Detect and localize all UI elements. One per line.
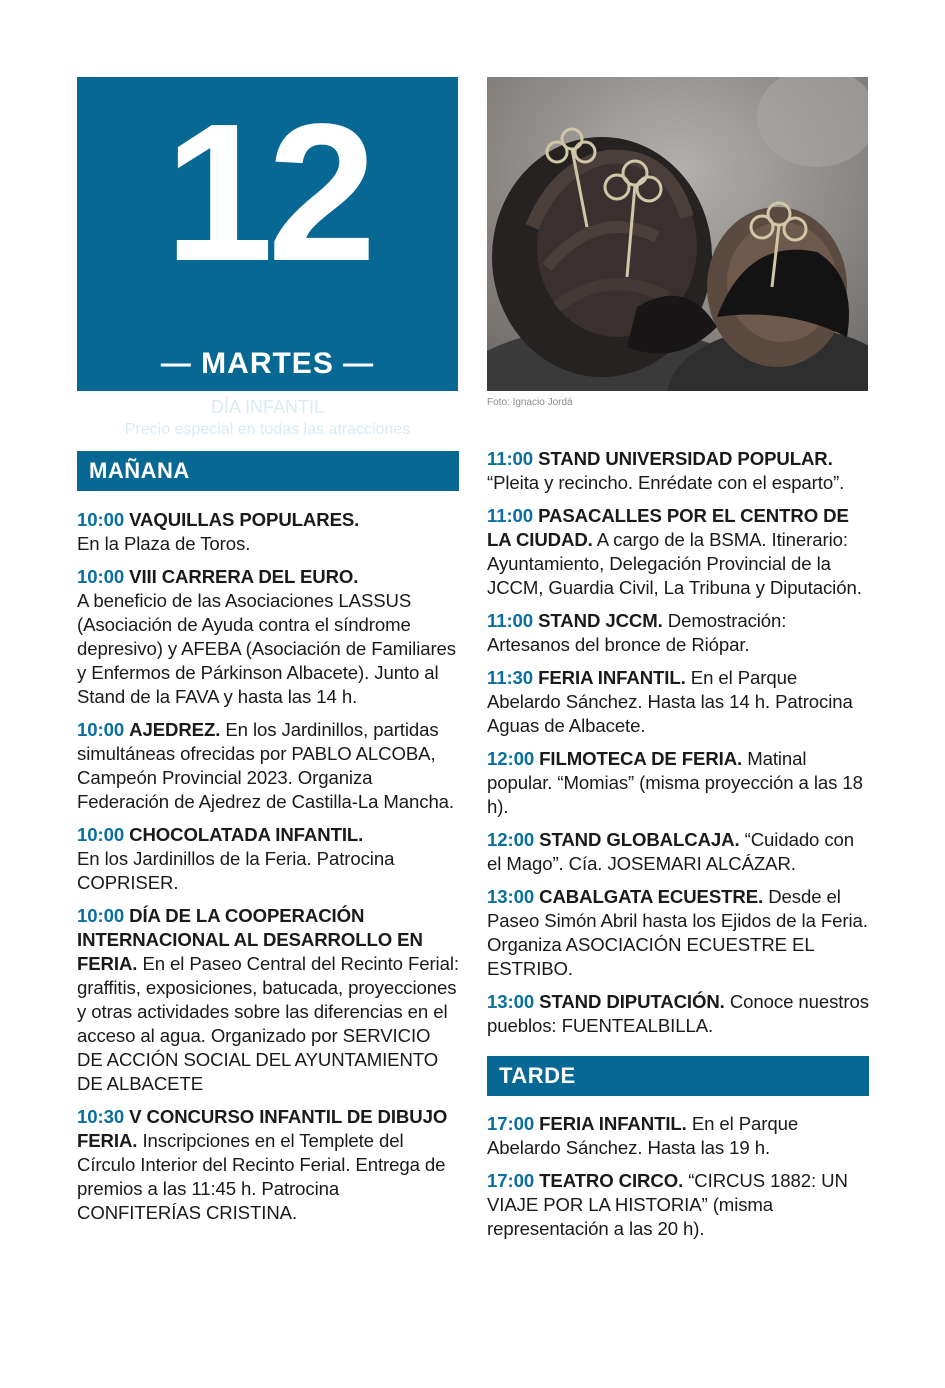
date-header xyxy=(77,77,458,438)
photo-credit: Foto: Ignacio Jordá xyxy=(487,397,573,408)
event-time: 11:00 xyxy=(487,505,534,526)
event-title: TEATRO CIRCO. xyxy=(539,1170,684,1191)
event-description: En el Parque Abelardo Sánchez. Hasta las 14 h. Patrocina Aguas de Albacete. xyxy=(487,667,853,736)
event-item xyxy=(487,828,869,876)
section-heading-tarde: TARDE xyxy=(487,1056,869,1096)
column-right xyxy=(487,447,869,1250)
event-item xyxy=(487,990,869,1038)
event-description: Demostración: Artesanos del bronce de Riópar. xyxy=(487,610,787,655)
event-title: DÍA DE LA COOPERACIÓN INTERNACIONAL AL DESARROLLO EN FERIA. xyxy=(77,905,423,974)
event-description: En los Jardinillos de la Feria. Patrocina COPRISER. xyxy=(77,848,395,893)
event-item xyxy=(487,504,869,600)
event-title: V CONCURSO INFANTIL DE DIBUJO FERIA. xyxy=(77,1106,448,1151)
event-item xyxy=(77,823,459,895)
event-title: AJEDREZ. xyxy=(129,719,221,740)
event-time: 11:30 xyxy=(487,667,534,688)
event-time: 10:00 xyxy=(77,824,125,845)
event-item xyxy=(77,904,459,1096)
event-description: “CIRCUS 1882: UN VIAJE POR LA HISTORIA” (misma representación a las 20 h). xyxy=(487,1170,848,1239)
event-item xyxy=(77,508,459,556)
event-description: En los Jardinillos, partidas simultáneas ofrecidas por PABLO ALCOBA, Campeón Provincial 2023. Organiza Federación de Ajedrez de Castilla-La Mancha. xyxy=(77,719,454,812)
event-time: 10:00 xyxy=(77,905,125,926)
event-description: A beneficio de las Asociaciones LASSUS (Asociación de Ayuda contra el síndrome depresivo) y AFEBA (Asociación de Familiares y Enfermos de Párkinson Albacete). Junto al Stand de la FAVA y hasta las 14 h. xyxy=(77,590,456,707)
day-theme: DÍA INFANTIL xyxy=(210,397,325,417)
morning-events xyxy=(77,508,459,1225)
event-time: 10:00 xyxy=(77,509,125,530)
event-time: 13:00 xyxy=(487,991,535,1012)
event-time: 11:00 xyxy=(487,448,534,469)
weekday-label: — MARTES — xyxy=(160,347,375,380)
morning-events-continued xyxy=(487,447,869,1038)
event-item xyxy=(487,447,869,495)
event-title: FERIA INFANTIL. xyxy=(539,1113,687,1134)
event-title: VAQUILLAS POPULARES. xyxy=(129,509,360,530)
event-description: “Pleita y recincho. Enrédate con el esparto”. xyxy=(487,472,845,493)
column-left xyxy=(77,451,459,1234)
photo-illustration xyxy=(487,77,868,391)
event-item xyxy=(77,565,459,709)
event-description: Inscripciones en el Templete del Círculo Interior del Recinto Ferial. Entrega de premios a las 11:45 h. Patrocina CONFITERÍAS CRISTINA. xyxy=(77,1130,446,1223)
event-description: A cargo de la BSMA. Itinerario: Ayuntamiento, Delegación Provincial de la JCCM, Guardia Civil, La Tribuna y Diputación. xyxy=(487,529,862,598)
afternoon-events xyxy=(487,1112,869,1241)
event-time: 10:30 xyxy=(77,1106,125,1127)
event-time: 17:00 xyxy=(487,1170,535,1191)
event-title: STAND DIPUTACIÓN. xyxy=(539,991,725,1012)
event-description: Desde el Paseo Simón Abril hasta los Ejidos de la Feria. Organiza ASOCIACIÓN ECUESTRE EL ESTRIBO. xyxy=(487,886,868,979)
price-note: Precio especial en todas las atracciones xyxy=(124,421,411,438)
event-item xyxy=(487,885,869,981)
event-time: 12:00 xyxy=(487,748,535,769)
event-item xyxy=(487,609,869,657)
event-title: VIII CARRERA DEL EURO. xyxy=(129,566,359,587)
event-description: Conoce nuestros pueblos: FUENTEALBILLA. xyxy=(487,991,869,1036)
day-number: 12 xyxy=(164,83,371,302)
event-title: PASACALLES POR EL CENTRO DE LA CIUDAD. xyxy=(487,505,849,550)
event-title: STAND GLOBALCAJA. xyxy=(539,829,740,850)
event-description: En el Parque Abelardo Sánchez. Hasta las 19 h. xyxy=(487,1113,799,1158)
event-description: “Cuidado con el Mago”. Cía. JOSEMARI ALCÁZAR. xyxy=(487,829,855,874)
event-time: 10:00 xyxy=(77,719,125,740)
event-time: 12:00 xyxy=(487,829,535,850)
event-item xyxy=(77,1105,459,1225)
event-description: En la Plaza de Toros. xyxy=(77,533,251,554)
event-item xyxy=(487,666,869,738)
event-time: 10:00 xyxy=(77,566,125,587)
event-title: CHOCOLATADA INFANTIL. xyxy=(129,824,364,845)
event-description: Matinal popular. “Momias” (misma proyección a las 18 h). xyxy=(487,748,863,817)
event-time: 17:00 xyxy=(487,1113,535,1134)
event-description: En el Paseo Central del Recinto Ferial: graffitis, exposiciones, batucada, proyecciones y otras actividades sobre las diferencias en el acceso al agua. Organizado por SERVICIO DE ACCIÓN SOCIAL DEL AYUNTAMIENTO DE ALBACETE xyxy=(77,953,459,1094)
event-title: FILMOTECA DE FERIA. xyxy=(539,748,743,769)
section-heading-manana: MAÑANA xyxy=(77,451,459,491)
event-time: 13:00 xyxy=(487,886,535,907)
event-title: STAND UNIVERSIDAD POPULAR. xyxy=(538,448,833,469)
event-item xyxy=(487,747,869,819)
event-title: FERIA INFANTIL. xyxy=(538,667,686,688)
event-title: STAND JCCM. xyxy=(538,610,663,631)
event-time: 11:00 xyxy=(487,610,534,631)
event-item xyxy=(487,1169,869,1241)
event-item xyxy=(77,718,459,814)
event-item xyxy=(487,1112,869,1160)
event-title: CABALGATA ECUESTRE. xyxy=(539,886,764,907)
photo-hair-ornaments xyxy=(487,77,868,391)
